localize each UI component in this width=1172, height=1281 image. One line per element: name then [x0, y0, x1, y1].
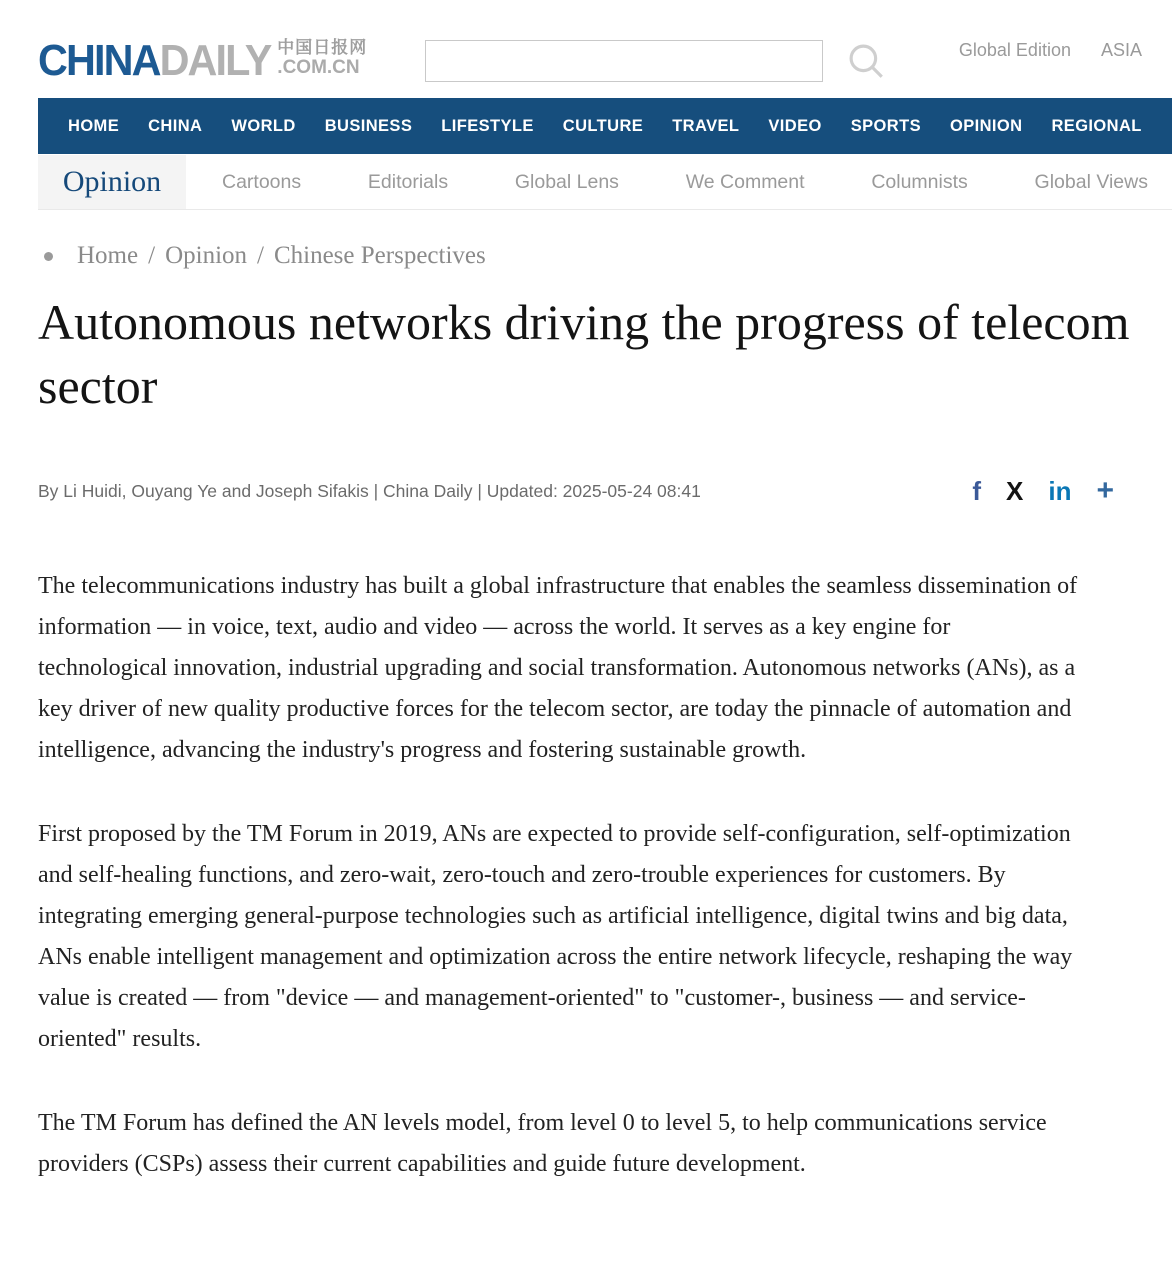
article-paragraph: First proposed by the TM Forum in 2019, ANs are expected to provide self-configuration, self-optimization and self-healing functions, and zero-wait, zero-touch and zero-trouble experiences for customers. By integrating emerging general-purpose technologies such as artificial intelligence, digital twins and big data, ANs enable intelligent management and optimization across the entire network lifecycle, reshaping the way value is created — from "device — and management-oriented" to "customer-, business — and service-oriented" results.	[38, 821, 1073, 1052]
tab-opinion[interactable]: Opinion	[38, 155, 186, 209]
logo-wordmark	[38, 36, 271, 85]
logo-domain-text: .COM.CN	[277, 57, 360, 78]
nav-item-culture[interactable]: CULTURE	[562, 116, 644, 135]
x-share-icon[interactable]: X	[1006, 476, 1024, 506]
article-paragraph: The telecommunications industry has built a global infrastructure that enables the seamless dissemination of information — in voice, text, audio and video — across the world. It serves as a key engine for technological innovation, industrial upgrading and social transformation. Autonomous networks (ANs), as a key driver of new quality productive forces for the telecom sector, are today the pinnacle of automation and intelligence, advancing the industry's progress and fostering sustainable growth.	[38, 573, 1078, 763]
main-nav	[38, 98, 1172, 154]
logo-suffix	[277, 39, 367, 77]
subnav-links	[186, 155, 1172, 209]
byline-row	[38, 476, 1134, 506]
article-title: Autonomous networks driving the progress of telecom sector	[38, 294, 1130, 414]
subnav-item-columnists[interactable]: Columnists	[871, 170, 968, 193]
article-body	[38, 566, 1078, 1185]
nav-item-travel[interactable]: TRAVEL	[672, 116, 740, 135]
nav-item-sports[interactable]: SPORTS	[850, 116, 921, 135]
more-share-icon[interactable]: +	[1096, 474, 1114, 507]
subnav-item-editorials[interactable]: Editorials	[367, 170, 449, 193]
logo-daily-text: DAILY	[159, 36, 271, 85]
nav-item-china[interactable]: CHINA	[148, 116, 203, 135]
breadcrumb	[44, 242, 1172, 270]
breadcrumb-chinese-perspectives[interactable]: Chinese Perspectives	[273, 242, 486, 269]
nav-item-world[interactable]: WORLD	[231, 116, 296, 135]
breadcrumb-separator: /	[148, 242, 156, 269]
logo-china-text: CHINA	[38, 36, 160, 85]
article-byline: By Li Huidi, Ouyang Ye and Joseph Sifakis | China Daily | Updated: 2025-05-24 08:41	[38, 480, 701, 501]
chinadaily-logo[interactable]	[38, 36, 368, 85]
nav-item-business[interactable]: BUSINESS	[324, 116, 413, 135]
site-header	[0, 0, 1172, 98]
logo-chinese-text: 中国日报网	[277, 38, 368, 57]
opinion-subnav	[38, 155, 1172, 210]
search-icon[interactable]	[845, 40, 887, 82]
nav-item-home[interactable]: HOME	[68, 116, 120, 135]
article-paragraph: The TM Forum has defined the AN levels model, from level 0 to level 5, to help communications service providers (CSPs) assess their current capabilities and guide future development.	[38, 1110, 1047, 1177]
edition-links	[959, 40, 1142, 83]
nav-item-video[interactable]: VIDEO	[768, 116, 822, 135]
share-icons	[972, 476, 1114, 506]
nav-item-opinion[interactable]: OPINION	[949, 116, 1023, 135]
subnav-item-global-lens[interactable]: Global Lens	[514, 170, 619, 193]
breadcrumb-home[interactable]: Home	[77, 242, 139, 269]
subnav-item-cartoons[interactable]: Cartoons	[222, 170, 302, 193]
global-edition-link[interactable]: Global Edition	[958, 39, 1071, 60]
breadcrumb-separator: /	[257, 242, 264, 269]
search-input[interactable]	[425, 40, 823, 82]
nav-item-regional[interactable]: REGIONAL	[1051, 116, 1142, 135]
subnav-item-we-comment[interactable]: We Comment	[685, 170, 805, 193]
asia-link[interactable]: ASIA	[1100, 39, 1142, 60]
breadcrumb-bullet-icon	[44, 252, 53, 261]
linkedin-share-icon[interactable]: in	[1048, 476, 1072, 506]
breadcrumb-opinion[interactable]: Opinion	[165, 242, 248, 269]
facebook-share-icon[interactable]: f	[972, 476, 982, 506]
nav-item-lifestyle[interactable]: LIFESTYLE	[441, 116, 534, 135]
subnav-item-global-views[interactable]: Global Views	[1034, 170, 1148, 193]
